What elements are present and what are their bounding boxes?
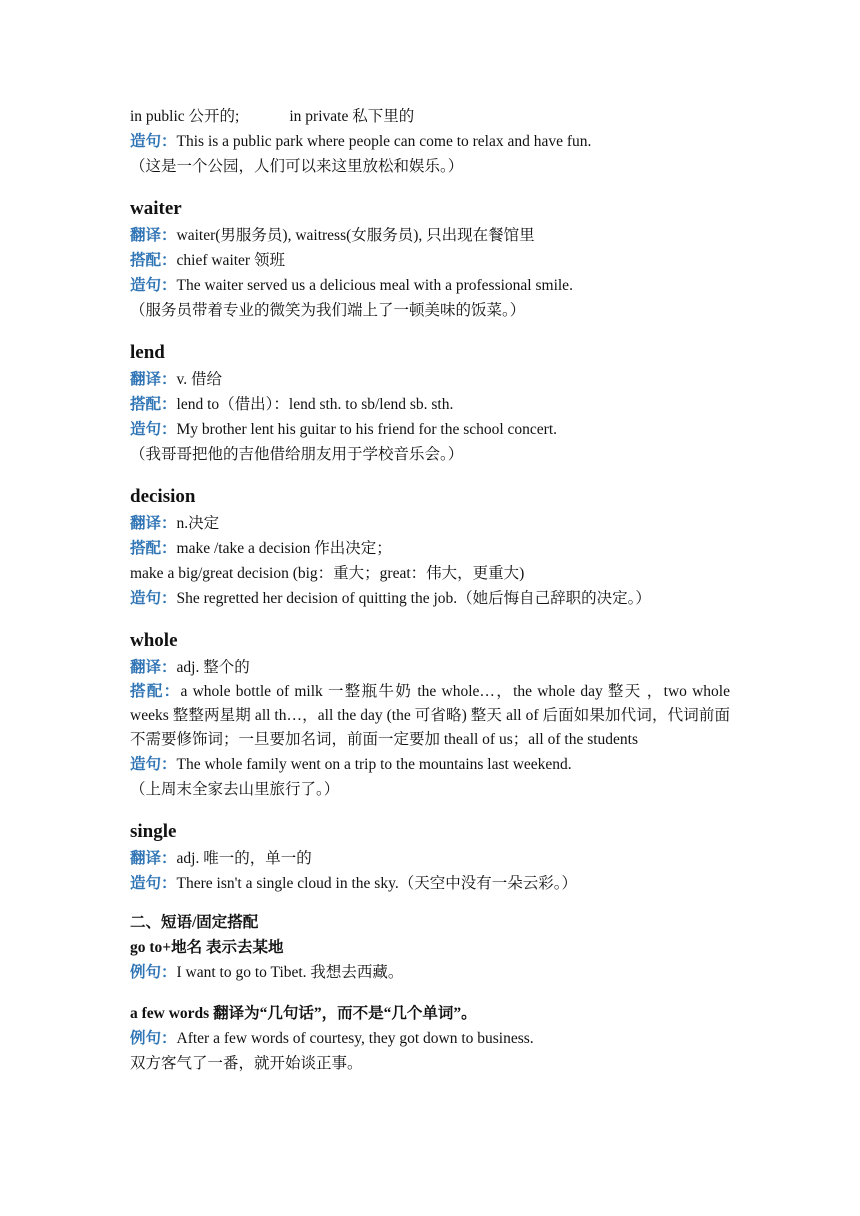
word-heading-waiter: waiter: [130, 198, 182, 219]
waiter-translation: [130, 223, 730, 248]
whole-example-cn: （上周末全家去山里旅行了。）: [130, 781, 340, 798]
pair-in-public: in public 公开的;: [130, 108, 240, 125]
decision-collocation-2: make a big/great decision (big：重大；great：伟大，更重大): [130, 565, 525, 582]
decision-collocation: [130, 536, 730, 561]
translation-text: adj. 整个的: [176, 659, 250, 676]
lend-example-cn: （我哥哥把他的吉他借给朋友用于学校音乐会。）: [130, 446, 464, 463]
lend-collocation: [130, 392, 730, 417]
example-text: After a few words of courtesy, they got down to business.: [176, 1030, 534, 1047]
example-label: 例句：: [130, 964, 177, 981]
example-text: This is a public park where people can come to relax and have fun.: [176, 133, 592, 150]
translation-text: adj. 唯一的，单一的: [176, 850, 312, 867]
waiter-example: [130, 273, 730, 298]
example-text: I want to go to Tibet. 我想去西藏。: [176, 964, 404, 981]
waiter-collocation: [130, 248, 730, 273]
translation-label: 翻译：: [130, 850, 177, 867]
word-heading-single: single: [130, 821, 177, 842]
example-text: There isn't a single cloud in the sky.（天空中没有一朵云彩。）: [176, 875, 577, 892]
example-label: 造句：: [130, 421, 177, 438]
whole-collocation: [130, 680, 730, 752]
pair-in-private: in private 私下里的: [289, 108, 415, 125]
intro-example: [130, 129, 730, 154]
word-heading-lend: lend: [130, 342, 165, 363]
section-title-phrases: 二、短语/固定搭配: [130, 914, 259, 931]
translation-text: v. 借给: [176, 371, 223, 388]
translation-label: 翻译：: [130, 515, 177, 532]
document-content: [130, 104, 730, 1076]
collocation-label: 搭配：: [130, 396, 177, 413]
word-heading-whole: whole: [130, 630, 178, 651]
phrase-a-few-words-cn: 双方客气了一番，就开始谈正事。: [130, 1055, 363, 1072]
lend-example: [130, 417, 730, 442]
translation-text: n.决定: [176, 515, 220, 532]
example-label: 造句：: [130, 590, 177, 607]
decision-translation: [130, 511, 730, 536]
phrase-go-to-example: [130, 960, 730, 985]
intro-example-cn: （这是一个公园，人们可以来这里放松和娱乐。）: [130, 158, 464, 175]
decision-example: [130, 586, 730, 611]
collocation-text: make /take a decision 作出决定；: [176, 540, 392, 557]
example-label: 例句：: [130, 1030, 177, 1047]
word-heading-decision: decision: [130, 486, 196, 507]
translation-text: waiter(男服务员), waitress(女服务员), 只出现在餐馆里: [176, 227, 535, 244]
phrase-a-few-words-example: [130, 1026, 730, 1051]
phrase-a-few-words-title: a few words 翻译为“几句话”，而不是“几个单词”。: [130, 1005, 477, 1022]
intro-pair-line: [130, 104, 730, 129]
collocation-text: chief waiter 领班: [176, 252, 285, 269]
collocation-label: 搭配：: [130, 252, 177, 269]
example-text: My brother lent his guitar to his friend for the school concert.: [176, 421, 558, 438]
waiter-example-cn: （服务员带着专业的微笑为我们端上了一顿美味的饭菜。）: [130, 302, 526, 319]
phrase-go-to-title: go to+地名 表示去某地: [130, 939, 284, 956]
translation-label: 翻译：: [130, 371, 177, 388]
example-label: 造句：: [130, 756, 177, 773]
single-translation: [130, 846, 730, 871]
collocation-text: lend to（借出）：lend sth. to sb/lend sb. sth.: [176, 396, 454, 413]
translation-label: 翻译：: [130, 659, 177, 676]
collocation-text: a whole bottle of milk 一整瓶牛奶 the whole…，the whole day 整天 ，two whole weeks 整整两星期 all th…，all the day (the 可省略) 整天 all of 后面如果加代词，代词前面不需要修饰词；一旦要加名词，前面一定要加 theall of us；all of the students: [130, 683, 730, 748]
collocation-label: 搭配：: [130, 683, 181, 700]
example-label: 造句：: [130, 875, 177, 892]
whole-example: [130, 752, 730, 777]
example-label: 造句：: [130, 277, 177, 294]
translation-label: 翻译：: [130, 227, 177, 244]
collocation-label: 搭配：: [130, 540, 177, 557]
example-text: She regretted her decision of quitting the job.（她后悔自己辞职的决定。）: [176, 590, 651, 607]
single-example: [130, 871, 730, 896]
example-text: The waiter served us a delicious meal with a professional smile.: [176, 277, 573, 294]
lend-translation: [130, 367, 730, 392]
whole-translation: [130, 655, 730, 680]
example-text: The whole family went on a trip to the mountains last weekend.: [176, 756, 572, 773]
example-label: 造句：: [130, 133, 177, 150]
